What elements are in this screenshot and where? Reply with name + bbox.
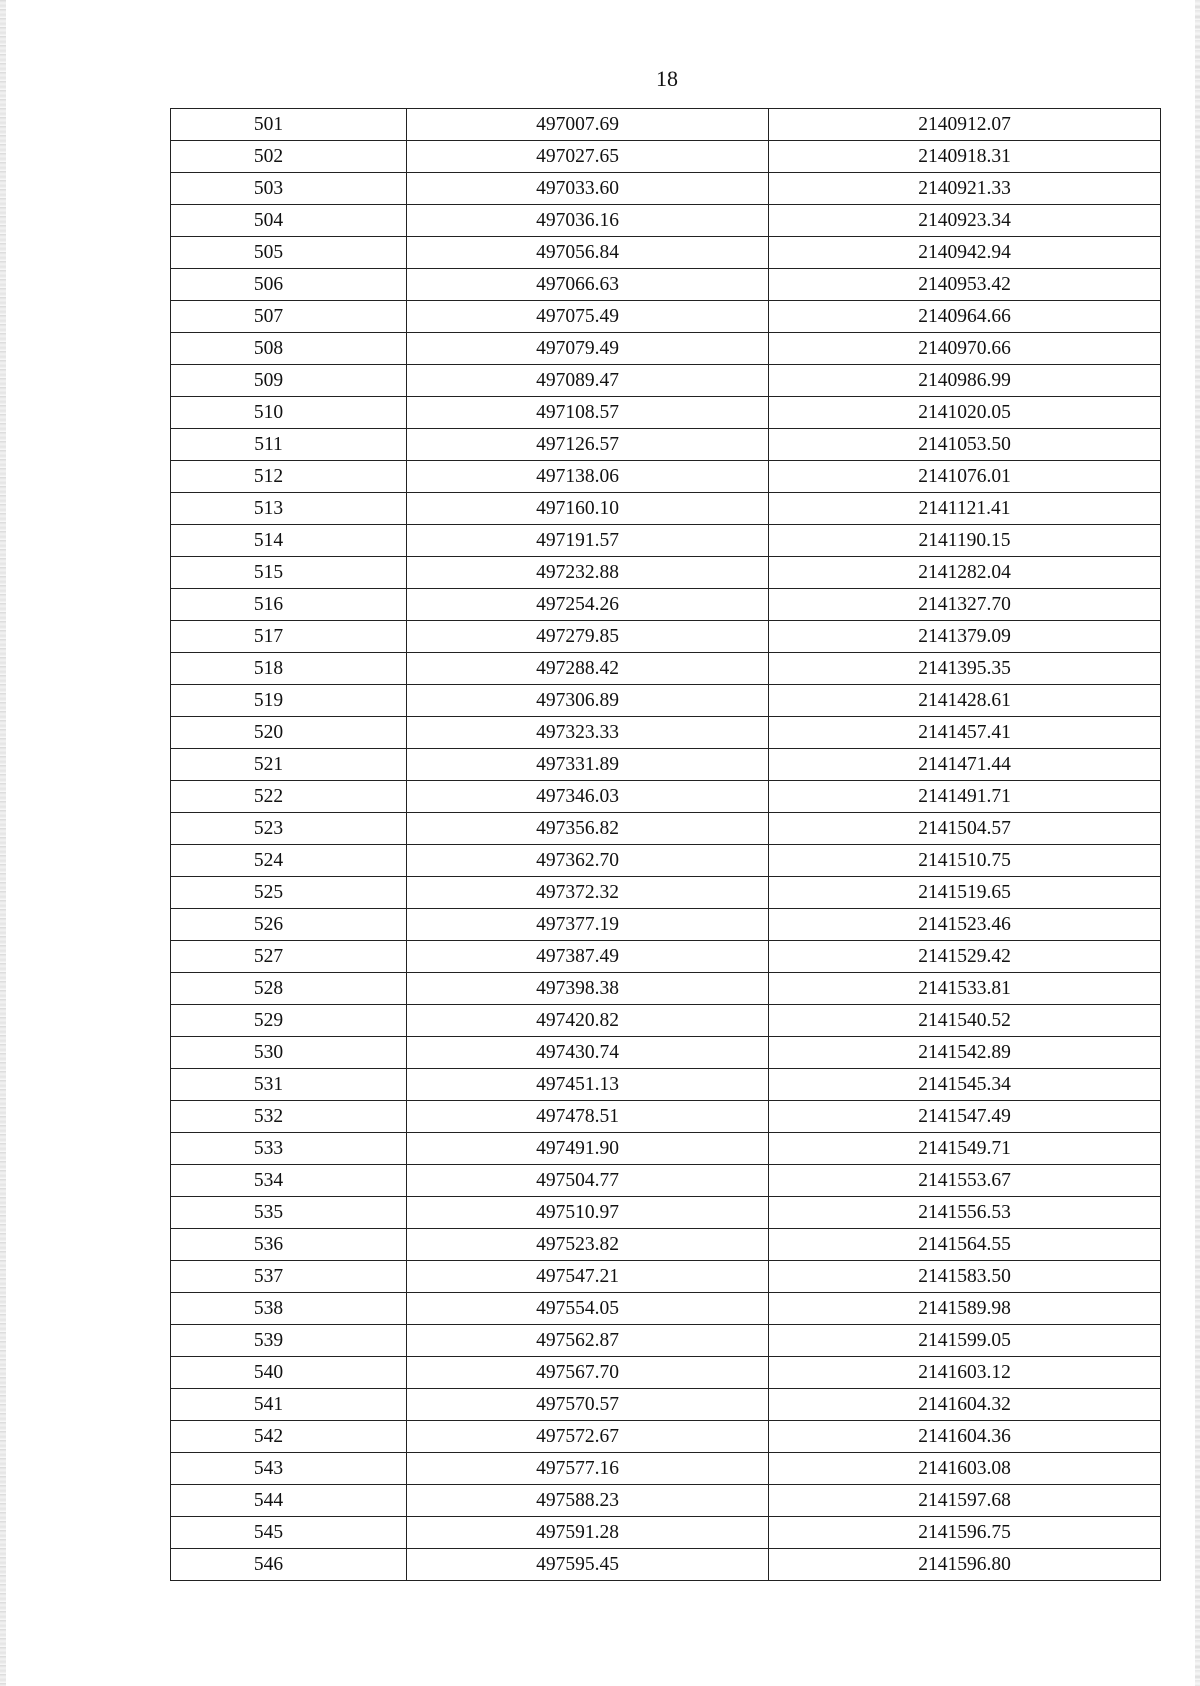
x-coordinate-cell: 497547.21 <box>407 1261 769 1293</box>
table-row <box>171 589 1161 621</box>
point-number-cell: 528 <box>171 973 407 1005</box>
table-row <box>171 1133 1161 1165</box>
x-coordinate-cell: 497323.33 <box>407 717 769 749</box>
point-number-cell: 544 <box>171 1485 407 1517</box>
x-coordinate-cell: 497398.38 <box>407 973 769 1005</box>
y-coordinate-cell: 2141556.53 <box>769 1197 1161 1229</box>
point-number-cell: 543 <box>171 1453 407 1485</box>
y-coordinate-cell: 2141603.08 <box>769 1453 1161 1485</box>
point-number-cell: 546 <box>171 1549 407 1581</box>
y-coordinate-cell: 2141597.68 <box>769 1485 1161 1517</box>
point-number-cell: 531 <box>171 1069 407 1101</box>
table-row <box>171 653 1161 685</box>
y-coordinate-cell: 2141121.41 <box>769 493 1161 525</box>
x-coordinate-cell: 497254.26 <box>407 589 769 621</box>
y-coordinate-cell: 2141603.12 <box>769 1357 1161 1389</box>
point-number-cell: 514 <box>171 525 407 557</box>
table-row <box>171 205 1161 237</box>
point-number-cell: 518 <box>171 653 407 685</box>
point-number-cell: 501 <box>171 109 407 141</box>
point-number-cell: 510 <box>171 397 407 429</box>
y-coordinate-cell: 2141540.52 <box>769 1005 1161 1037</box>
coordinate-table <box>170 108 1161 1581</box>
x-coordinate-cell: 497126.57 <box>407 429 769 461</box>
table-row <box>171 1357 1161 1389</box>
table-row <box>171 429 1161 461</box>
y-coordinate-cell: 2141510.75 <box>769 845 1161 877</box>
x-coordinate-cell: 497279.85 <box>407 621 769 653</box>
point-number-cell: 516 <box>171 589 407 621</box>
table-row <box>171 1485 1161 1517</box>
x-coordinate-cell: 497523.82 <box>407 1229 769 1261</box>
y-coordinate-cell: 2141599.05 <box>769 1325 1161 1357</box>
x-coordinate-cell: 497027.65 <box>407 141 769 173</box>
point-number-cell: 545 <box>171 1517 407 1549</box>
table-row <box>171 1037 1161 1069</box>
y-coordinate-cell: 2141542.89 <box>769 1037 1161 1069</box>
y-coordinate-cell: 2141564.55 <box>769 1229 1161 1261</box>
point-number-cell: 537 <box>171 1261 407 1293</box>
point-number-cell: 527 <box>171 941 407 973</box>
table-row <box>171 1197 1161 1229</box>
x-coordinate-cell: 497138.06 <box>407 461 769 493</box>
table-row <box>171 685 1161 717</box>
coordinate-table-body <box>171 109 1161 1581</box>
x-coordinate-cell: 497362.70 <box>407 845 769 877</box>
y-coordinate-cell: 2140912.07 <box>769 109 1161 141</box>
y-coordinate-cell: 2141596.75 <box>769 1517 1161 1549</box>
x-coordinate-cell: 497232.88 <box>407 557 769 589</box>
point-number-cell: 511 <box>171 429 407 461</box>
y-coordinate-cell: 2141504.57 <box>769 813 1161 845</box>
y-coordinate-cell: 2140942.94 <box>769 237 1161 269</box>
table-row <box>171 1325 1161 1357</box>
y-coordinate-cell: 2141076.01 <box>769 461 1161 493</box>
table-row <box>171 557 1161 589</box>
table-row <box>171 1549 1161 1581</box>
table-row <box>171 1517 1161 1549</box>
x-coordinate-cell: 497372.32 <box>407 877 769 909</box>
point-number-cell: 525 <box>171 877 407 909</box>
table-row <box>171 333 1161 365</box>
y-coordinate-cell: 2141589.98 <box>769 1293 1161 1325</box>
point-number-cell: 506 <box>171 269 407 301</box>
table-row <box>171 781 1161 813</box>
table-row <box>171 1005 1161 1037</box>
point-number-cell: 507 <box>171 301 407 333</box>
y-coordinate-cell: 2140923.34 <box>769 205 1161 237</box>
y-coordinate-cell: 2141604.36 <box>769 1421 1161 1453</box>
x-coordinate-cell: 497588.23 <box>407 1485 769 1517</box>
x-coordinate-cell: 497108.57 <box>407 397 769 429</box>
point-number-cell: 526 <box>171 909 407 941</box>
point-number-cell: 533 <box>171 1133 407 1165</box>
table-row <box>171 1421 1161 1453</box>
y-coordinate-cell: 2141547.49 <box>769 1101 1161 1133</box>
scan-edge-right <box>1195 0 1200 1686</box>
x-coordinate-cell: 497387.49 <box>407 941 769 973</box>
y-coordinate-cell: 2141604.32 <box>769 1389 1161 1421</box>
x-coordinate-cell: 497504.77 <box>407 1165 769 1197</box>
y-coordinate-cell: 2141529.42 <box>769 941 1161 973</box>
table-row <box>171 717 1161 749</box>
y-coordinate-cell: 2141545.34 <box>769 1069 1161 1101</box>
table-row <box>171 237 1161 269</box>
table-row <box>171 1389 1161 1421</box>
table-row <box>171 1101 1161 1133</box>
table-row <box>171 877 1161 909</box>
y-coordinate-cell: 2141583.50 <box>769 1261 1161 1293</box>
point-number-cell: 532 <box>171 1101 407 1133</box>
point-number-cell: 536 <box>171 1229 407 1261</box>
y-coordinate-cell: 2141533.81 <box>769 973 1161 1005</box>
table-row <box>171 621 1161 653</box>
table-row <box>171 397 1161 429</box>
x-coordinate-cell: 497306.89 <box>407 685 769 717</box>
point-number-cell: 539 <box>171 1325 407 1357</box>
x-coordinate-cell: 497554.05 <box>407 1293 769 1325</box>
x-coordinate-cell: 497331.89 <box>407 749 769 781</box>
y-coordinate-cell: 2141428.61 <box>769 685 1161 717</box>
point-number-cell: 542 <box>171 1421 407 1453</box>
y-coordinate-cell: 2140921.33 <box>769 173 1161 205</box>
point-number-cell: 538 <box>171 1293 407 1325</box>
point-number-cell: 512 <box>171 461 407 493</box>
x-coordinate-cell: 497595.45 <box>407 1549 769 1581</box>
table-row <box>171 525 1161 557</box>
point-number-cell: 519 <box>171 685 407 717</box>
y-coordinate-cell: 2141395.35 <box>769 653 1161 685</box>
scan-edge-left <box>0 0 6 1686</box>
point-number-cell: 521 <box>171 749 407 781</box>
y-coordinate-cell: 2140986.99 <box>769 365 1161 397</box>
y-coordinate-cell: 2141327.70 <box>769 589 1161 621</box>
x-coordinate-cell: 497036.16 <box>407 205 769 237</box>
point-number-cell: 513 <box>171 493 407 525</box>
table-row <box>171 749 1161 781</box>
table-row <box>171 301 1161 333</box>
y-coordinate-cell: 2141471.44 <box>769 749 1161 781</box>
x-coordinate-cell: 497562.87 <box>407 1325 769 1357</box>
table-row <box>171 1069 1161 1101</box>
point-number-cell: 541 <box>171 1389 407 1421</box>
table-row <box>171 909 1161 941</box>
y-coordinate-cell: 2140964.66 <box>769 301 1161 333</box>
x-coordinate-cell: 497346.03 <box>407 781 769 813</box>
y-coordinate-cell: 2141596.80 <box>769 1549 1161 1581</box>
point-number-cell: 530 <box>171 1037 407 1069</box>
point-number-cell: 529 <box>171 1005 407 1037</box>
x-coordinate-cell: 497007.69 <box>407 109 769 141</box>
table-row <box>171 973 1161 1005</box>
x-coordinate-cell: 497591.28 <box>407 1517 769 1549</box>
x-coordinate-cell: 497288.42 <box>407 653 769 685</box>
point-number-cell: 524 <box>171 845 407 877</box>
y-coordinate-cell: 2141491.71 <box>769 781 1161 813</box>
x-coordinate-cell: 497089.47 <box>407 365 769 397</box>
x-coordinate-cell: 497066.63 <box>407 269 769 301</box>
x-coordinate-cell: 497491.90 <box>407 1133 769 1165</box>
x-coordinate-cell: 497056.84 <box>407 237 769 269</box>
y-coordinate-cell: 2141379.09 <box>769 621 1161 653</box>
table-row <box>171 141 1161 173</box>
point-number-cell: 522 <box>171 781 407 813</box>
y-coordinate-cell: 2141457.41 <box>769 717 1161 749</box>
x-coordinate-cell: 497079.49 <box>407 333 769 365</box>
y-coordinate-cell: 2140918.31 <box>769 141 1161 173</box>
point-number-cell: 504 <box>171 205 407 237</box>
y-coordinate-cell: 2141020.05 <box>769 397 1161 429</box>
x-coordinate-cell: 497572.67 <box>407 1421 769 1453</box>
table-row <box>171 1453 1161 1485</box>
table-row <box>171 813 1161 845</box>
y-coordinate-cell: 2141282.04 <box>769 557 1161 589</box>
x-coordinate-cell: 497033.60 <box>407 173 769 205</box>
y-coordinate-cell: 2141519.65 <box>769 877 1161 909</box>
x-coordinate-cell: 497420.82 <box>407 1005 769 1037</box>
x-coordinate-cell: 497510.97 <box>407 1197 769 1229</box>
y-coordinate-cell: 2141523.46 <box>769 909 1161 941</box>
point-number-cell: 503 <box>171 173 407 205</box>
point-number-cell: 509 <box>171 365 407 397</box>
x-coordinate-cell: 497356.82 <box>407 813 769 845</box>
point-number-cell: 535 <box>171 1197 407 1229</box>
table-row <box>171 1229 1161 1261</box>
x-coordinate-cell: 497160.10 <box>407 493 769 525</box>
x-coordinate-cell: 497451.13 <box>407 1069 769 1101</box>
y-coordinate-cell: 2141553.67 <box>769 1165 1161 1197</box>
x-coordinate-cell: 497577.16 <box>407 1453 769 1485</box>
table-row <box>171 493 1161 525</box>
table-row <box>171 845 1161 877</box>
point-number-cell: 502 <box>171 141 407 173</box>
table-row <box>171 1261 1161 1293</box>
x-coordinate-cell: 497478.51 <box>407 1101 769 1133</box>
x-coordinate-cell: 497430.74 <box>407 1037 769 1069</box>
table-row <box>171 1293 1161 1325</box>
point-number-cell: 508 <box>171 333 407 365</box>
y-coordinate-cell: 2141053.50 <box>769 429 1161 461</box>
point-number-cell: 517 <box>171 621 407 653</box>
table-row <box>171 173 1161 205</box>
point-number-cell: 540 <box>171 1357 407 1389</box>
table-row <box>171 109 1161 141</box>
point-number-cell: 534 <box>171 1165 407 1197</box>
point-number-cell: 505 <box>171 237 407 269</box>
x-coordinate-cell: 497570.57 <box>407 1389 769 1421</box>
y-coordinate-cell: 2140953.42 <box>769 269 1161 301</box>
table-row <box>171 269 1161 301</box>
table-row <box>171 941 1161 973</box>
point-number-cell: 523 <box>171 813 407 845</box>
y-coordinate-cell: 2140970.66 <box>769 333 1161 365</box>
point-number-cell: 520 <box>171 717 407 749</box>
x-coordinate-cell: 497567.70 <box>407 1357 769 1389</box>
x-coordinate-cell: 497191.57 <box>407 525 769 557</box>
x-coordinate-cell: 497075.49 <box>407 301 769 333</box>
x-coordinate-cell: 497377.19 <box>407 909 769 941</box>
y-coordinate-cell: 2141549.71 <box>769 1133 1161 1165</box>
table-row <box>171 365 1161 397</box>
y-coordinate-cell: 2141190.15 <box>769 525 1161 557</box>
table-row <box>171 461 1161 493</box>
table-row <box>171 1165 1161 1197</box>
point-number-cell: 515 <box>171 557 407 589</box>
page-number: 18 <box>656 66 678 91</box>
